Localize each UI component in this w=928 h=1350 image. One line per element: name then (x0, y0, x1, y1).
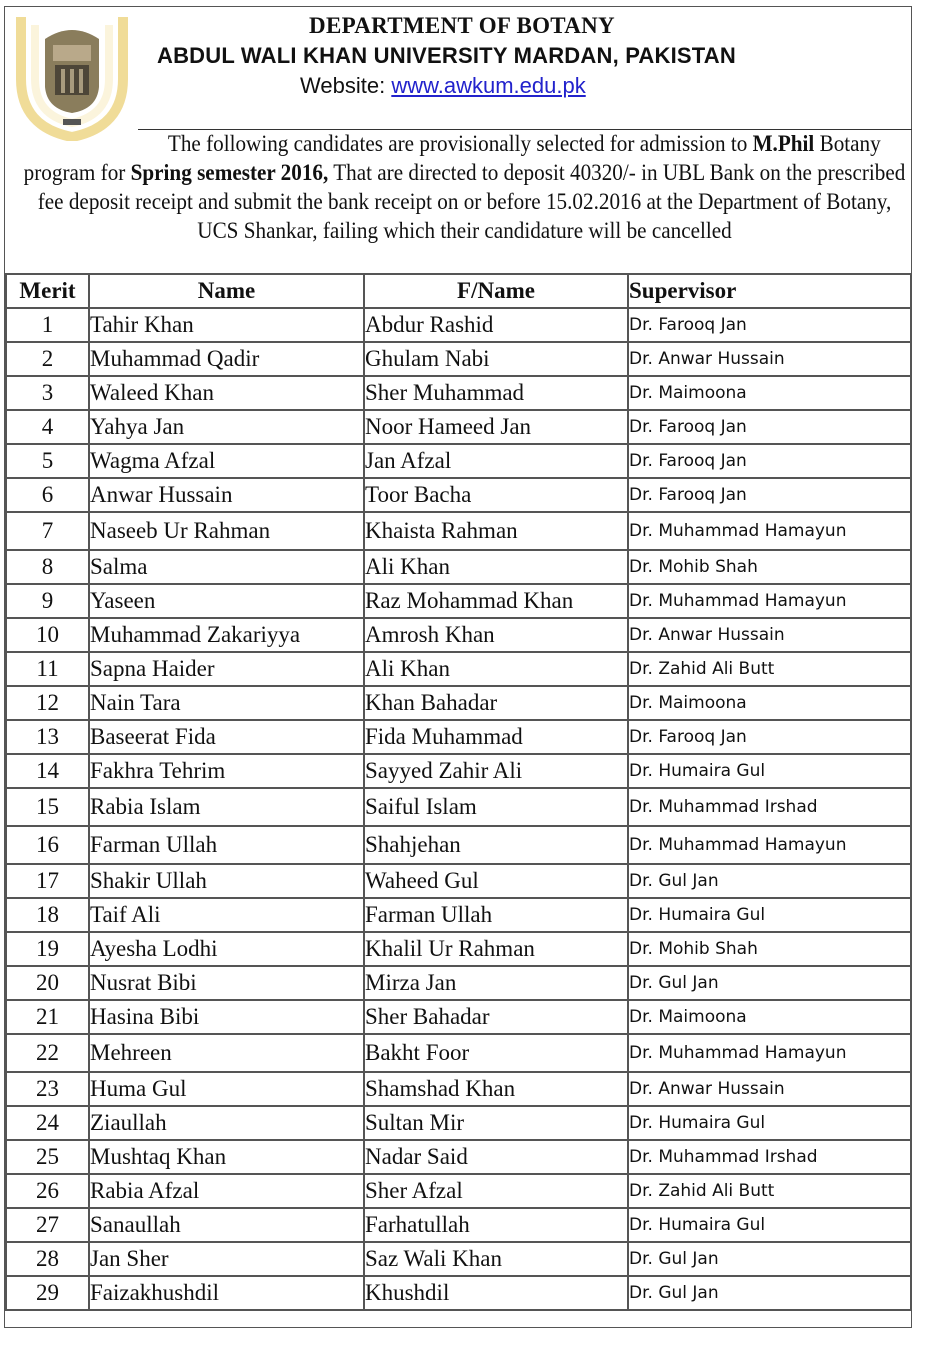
father-name-cell: Ali Khan (364, 652, 628, 686)
name-cell: Baseerat Fida (89, 720, 364, 754)
name-cell: Fakhra Tehrim (89, 754, 364, 788)
notice-text-2: Botany program for (23, 131, 881, 185)
table-row (6, 308, 911, 342)
table-row (6, 512, 911, 550)
father-name-cell: Ali Khan (364, 550, 628, 584)
table-header-row (6, 274, 911, 308)
merit-cell: 13 (6, 720, 89, 754)
name-cell: Rabia Afzal (89, 1174, 364, 1208)
supervisor-cell: Dr. Farooq Jan (628, 720, 911, 754)
father-name-cell: Sher Muhammad (364, 376, 628, 410)
table-row (6, 1106, 911, 1140)
table-row (6, 1140, 911, 1174)
father-name-cell: Waheed Gul (364, 864, 628, 898)
father-name-cell: Mirza Jan (364, 966, 628, 1000)
father-name-cell: Fida Muhammad (364, 720, 628, 754)
name-cell: Anwar Hussain (89, 478, 364, 512)
father-name-cell: Shamshad Khan (364, 1072, 628, 1106)
table-row (6, 1208, 911, 1242)
merit-cell: 1 (6, 308, 89, 342)
name-cell: Farman Ullah (89, 826, 364, 864)
father-name-cell: Ghulam Nabi (364, 342, 628, 376)
table-row (6, 788, 911, 826)
merit-cell: 28 (6, 1242, 89, 1276)
table-row (6, 584, 911, 618)
merit-cell: 16 (6, 826, 89, 864)
supervisor-cell: Dr. Farooq Jan (628, 444, 911, 478)
merit-cell: 18 (6, 898, 89, 932)
supervisor-cell: Dr. Muhammad Irshad (628, 1140, 911, 1174)
supervisor-cell: Dr. Maimoona (628, 686, 911, 720)
father-name-cell: Nadar Said (364, 1140, 628, 1174)
name-cell: Waleed Khan (89, 376, 364, 410)
notice-program: M.Phil (752, 131, 815, 156)
document-header (5, 7, 911, 131)
table-row (6, 342, 911, 376)
column-header-merit: Merit (6, 274, 89, 308)
name-cell: Ziaullah (89, 1106, 364, 1140)
father-name-cell: Sultan Mir (364, 1106, 628, 1140)
merit-cell: 3 (6, 376, 89, 410)
name-cell: Muhammad Zakariyya (89, 618, 364, 652)
column-header-supervisor: Supervisor (628, 274, 911, 308)
supervisor-cell: Dr. Maimoona (628, 1000, 911, 1034)
father-name-cell: Sher Bahadar (364, 1000, 628, 1034)
supervisor-cell: Dr. Maimoona (628, 376, 911, 410)
table-row (6, 932, 911, 966)
merit-cell: 27 (6, 1208, 89, 1242)
merit-cell: 21 (6, 1000, 89, 1034)
name-cell: Sapna Haider (89, 652, 364, 686)
merit-cell: 29 (6, 1276, 89, 1310)
name-cell: Jan Sher (89, 1242, 364, 1276)
name-cell: Ayesha Lodhi (89, 932, 364, 966)
table-row (6, 754, 911, 788)
supervisor-cell: Dr. Muhammad Hamayun (628, 584, 911, 618)
name-cell: Nain Tara (89, 686, 364, 720)
supervisor-cell: Dr. Muhammad Irshad (628, 788, 911, 826)
supervisor-cell: Dr. Muhammad Hamayun (628, 826, 911, 864)
name-cell: Nusrat Bibi (89, 966, 364, 1000)
department-title: DEPARTMENT OF BOTANY (309, 13, 615, 38)
table-row (6, 550, 911, 584)
name-cell: Shakir Ullah (89, 864, 364, 898)
table-row (6, 478, 911, 512)
table-row (6, 826, 911, 864)
supervisor-cell: Dr. Anwar Hussain (628, 342, 911, 376)
merit-cell: 25 (6, 1140, 89, 1174)
name-cell: Muhammad Qadir (89, 342, 364, 376)
merit-cell: 24 (6, 1106, 89, 1140)
merit-cell: 22 (6, 1034, 89, 1072)
name-cell: Taif Ali (89, 898, 364, 932)
merit-cell: 17 (6, 864, 89, 898)
website-line (300, 73, 586, 99)
column-header-fname: F/Name (364, 274, 628, 308)
father-name-cell: Farman Ullah (364, 898, 628, 932)
name-cell: Mushtaq Khan (89, 1140, 364, 1174)
notice-semester: Spring semester 2016, (130, 160, 329, 185)
merit-cell: 8 (6, 550, 89, 584)
father-name-cell: Toor Bacha (364, 478, 628, 512)
supervisor-cell: Dr. Farooq Jan (628, 410, 911, 444)
supervisor-cell: Dr. Gul Jan (628, 1242, 911, 1276)
table-row (6, 1034, 911, 1072)
name-cell: Mehreen (89, 1034, 364, 1072)
merit-cell: 14 (6, 754, 89, 788)
supervisor-cell: Dr. Gul Jan (628, 966, 911, 1000)
father-name-cell: Khalil Ur Rahman (364, 932, 628, 966)
column-header-name: Name (89, 274, 364, 308)
table-row (6, 720, 911, 754)
name-cell: Tahir Khan (89, 308, 364, 342)
father-name-cell: Khan Bahadar (364, 686, 628, 720)
father-name-cell: Khaista Rahman (364, 512, 628, 550)
notice-text-3: That are directed to deposit 40320/- in UBL Bank on the prescribed fee deposit receipt and submit the bank receipt on or before 15.02.2016 at the Department of Botany, UCS Shankar, failing which their candidature will be cancelled (37, 160, 906, 243)
name-cell: Hasina Bibi (89, 1000, 364, 1034)
notice-text-1: The following candidates are provisionally selected for admission to (167, 131, 753, 156)
supervisor-cell: Dr. Mohib Shah (628, 550, 911, 584)
supervisor-cell: Dr. Farooq Jan (628, 308, 911, 342)
merit-cell: 6 (6, 478, 89, 512)
table-row (6, 618, 911, 652)
university-title: ABDUL WALI KHAN UNIVERSITY MARDAN, PAKISTAN (157, 43, 736, 68)
father-name-cell: Sher Afzal (364, 1174, 628, 1208)
table-row (6, 1000, 911, 1034)
supervisor-cell: Dr. Humaira Gul (628, 754, 911, 788)
table-row (6, 864, 911, 898)
merit-cell: 23 (6, 1072, 89, 1106)
name-cell: Yaseen (89, 584, 364, 618)
father-name-cell: Sayyed Zahir Ali (364, 754, 628, 788)
table-row (6, 444, 911, 478)
admission-notice (22, 129, 907, 245)
merit-cell: 10 (6, 618, 89, 652)
name-cell: Sanaullah (89, 1208, 364, 1242)
supervisor-cell: Dr. Muhammad Hamayun (628, 1034, 911, 1072)
merit-cell: 19 (6, 932, 89, 966)
table-row (6, 1276, 911, 1310)
merit-cell: 12 (6, 686, 89, 720)
supervisor-cell: Dr. Zahid Ali Butt (628, 652, 911, 686)
table-row (6, 652, 911, 686)
table-row (6, 898, 911, 932)
supervisor-cell: Dr. Humaira Gul (628, 1106, 911, 1140)
table-row (6, 410, 911, 444)
name-cell: Yahya Jan (89, 410, 364, 444)
name-cell: Huma Gul (89, 1072, 364, 1106)
supervisor-cell: Dr. Anwar Hussain (628, 618, 911, 652)
father-name-cell: Noor Hameed Jan (364, 410, 628, 444)
table-row (6, 686, 911, 720)
merit-cell: 9 (6, 584, 89, 618)
website-link[interactable]: www.awkum.edu.pk (391, 73, 586, 98)
name-cell: Naseeb Ur Rahman (89, 512, 364, 550)
website-label: Website: (300, 73, 392, 98)
table-row (6, 1242, 911, 1276)
table-row (6, 1072, 911, 1106)
supervisor-cell: Dr. Humaira Gul (628, 1208, 911, 1242)
merit-cell: 11 (6, 652, 89, 686)
merit-cell: 5 (6, 444, 89, 478)
merit-cell: 20 (6, 966, 89, 1000)
name-cell: Faizakhushdil (89, 1276, 364, 1310)
supervisor-cell: Dr. Zahid Ali Butt (628, 1174, 911, 1208)
supervisor-cell: Dr. Gul Jan (628, 1276, 911, 1310)
table-row (6, 376, 911, 410)
father-name-cell: Raz Mohammad Khan (364, 584, 628, 618)
father-name-cell: Amrosh Khan (364, 618, 628, 652)
merit-list-table (5, 273, 912, 1311)
father-name-cell: Farhatullah (364, 1208, 628, 1242)
father-name-cell: Bakht Foor (364, 1034, 628, 1072)
supervisor-cell: Dr. Mohib Shah (628, 932, 911, 966)
merit-cell: 4 (6, 410, 89, 444)
father-name-cell: Saz Wali Khan (364, 1242, 628, 1276)
merit-cell: 26 (6, 1174, 89, 1208)
table-row (6, 1174, 911, 1208)
name-cell: Salma (89, 550, 364, 584)
father-name-cell: Saiful Islam (364, 788, 628, 826)
merit-cell: 2 (6, 342, 89, 376)
supervisor-cell: Dr. Humaira Gul (628, 898, 911, 932)
merit-cell: 15 (6, 788, 89, 826)
supervisor-cell: Dr. Gul Jan (628, 864, 911, 898)
supervisor-cell: Dr. Muhammad Hamayun (628, 512, 911, 550)
father-name-cell: Khushdil (364, 1276, 628, 1310)
supervisor-cell: Dr. Anwar Hussain (628, 1072, 911, 1106)
father-name-cell: Abdur Rashid (364, 308, 628, 342)
merit-cell: 7 (6, 512, 89, 550)
name-cell: Wagma Afzal (89, 444, 364, 478)
father-name-cell: Jan Afzal (364, 444, 628, 478)
table-row (6, 966, 911, 1000)
name-cell: Rabia Islam (89, 788, 364, 826)
supervisor-cell: Dr. Farooq Jan (628, 478, 911, 512)
father-name-cell: Shahjehan (364, 826, 628, 864)
